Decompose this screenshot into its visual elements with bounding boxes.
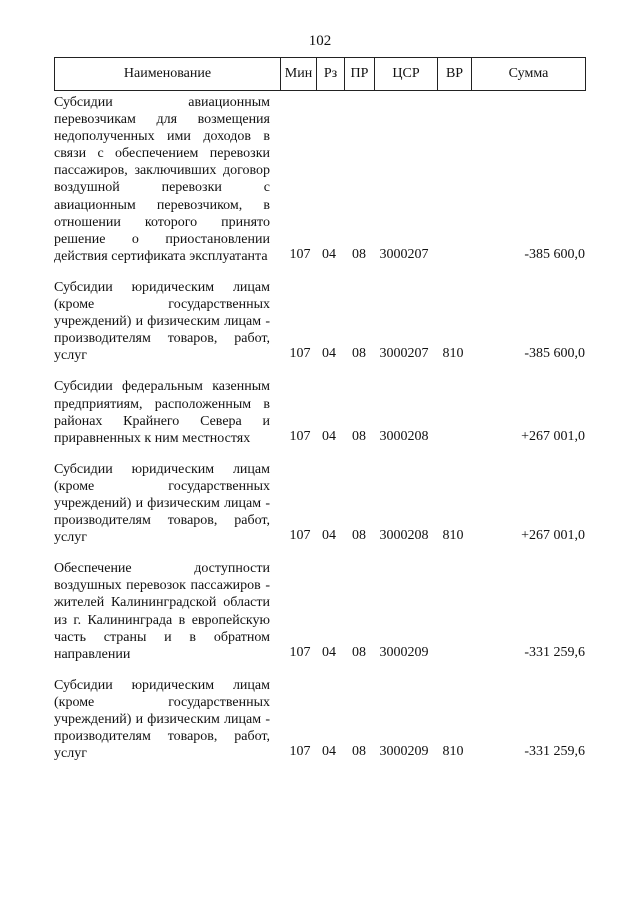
- row-sum: -331 259,6: [524, 644, 585, 660]
- row-min: 107: [289, 246, 311, 262]
- row-pr: 08: [352, 428, 366, 444]
- row-csr: 3000209: [379, 744, 429, 760]
- row-sum: -331 259,6: [524, 744, 585, 760]
- row-name: Субсидии юридическим лицам (кроме государственных учреждений) и физическим лицам - производителям товаров, работ, услуг: [54, 279, 270, 364]
- row-name: Обеспечение доступности воздушных перевозок пассажиров - жителей Калининградской области из г. Калининграда в европейскую часть страны и в обратном направлении: [54, 561, 270, 662]
- row-min: 107: [289, 528, 311, 544]
- row-rz: 04: [322, 644, 336, 660]
- row-rz: 04: [322, 246, 336, 262]
- header-sum: Сумма: [472, 58, 586, 91]
- row-csr: 3000209: [379, 644, 429, 660]
- row-sum: +267 001,0: [521, 528, 585, 544]
- row-min: 107: [289, 428, 311, 444]
- table-row: [54, 279, 585, 364]
- row-rz: 04: [322, 744, 336, 760]
- row-pr: 08: [352, 644, 366, 660]
- row-min: 107: [289, 644, 311, 660]
- row-min: 107: [289, 346, 311, 362]
- header-rz: Рз: [317, 58, 345, 91]
- row-name: Субсидии федеральным казенным предприятиям, расположенным в районах Крайнего Севера и приравненных к ним местностях: [54, 379, 270, 446]
- row-name: Субсидии юридическим лицам (кроме государственных учреждений) и физическим лицам - производителям товаров, работ, услуг: [54, 677, 270, 762]
- row-pr: 08: [352, 528, 366, 544]
- row-pr: 08: [352, 744, 366, 760]
- row-name: Субсидии юридическим лицам (кроме государственных учреждений) и физическим лицам - производителям товаров, работ, услуг: [54, 461, 270, 546]
- row-vr: 810: [442, 528, 464, 544]
- row-pr: 08: [352, 346, 366, 362]
- row-sum: -385 600,0: [524, 246, 585, 262]
- header-csr: ЦСР: [375, 58, 438, 91]
- row-vr: 810: [442, 744, 464, 760]
- row-csr: 3000208: [379, 428, 429, 444]
- row-csr: 3000208: [379, 528, 429, 544]
- table-row: [54, 94, 585, 265]
- row-rz: 04: [322, 428, 336, 444]
- table-row: [54, 560, 585, 663]
- row-csr: 3000207: [379, 346, 429, 362]
- header-vr: ВР: [438, 58, 472, 91]
- row-pr: 08: [352, 246, 366, 262]
- header-name: Наименование: [55, 58, 281, 91]
- header-pr: ПР: [345, 58, 375, 91]
- row-rz: 04: [322, 346, 336, 362]
- row-sum: +267 001,0: [521, 428, 585, 444]
- row-csr: 3000207: [379, 246, 429, 262]
- row-sum: -385 600,0: [524, 346, 585, 362]
- table-row: [54, 378, 585, 446]
- page-number: 102: [308, 33, 332, 49]
- header-min: Мин: [281, 58, 317, 91]
- row-name: Субсидии авиационным перевозчикам для возмещения недополученных ими доходов в связи с обеспечением перевозки пассажиров, заключивших договор воздушной перевозки с авиационным перевозчиком, в отношении которого принято решение о приостановлении действия сертификата эксплуатанта: [54, 95, 270, 264]
- row-vr: 810: [442, 346, 464, 362]
- row-rz: 04: [322, 528, 336, 544]
- row-min: 107: [289, 744, 311, 760]
- table-header: [54, 57, 586, 91]
- table-body: [54, 94, 585, 776]
- table-row: [54, 677, 585, 762]
- table-row: [54, 461, 585, 546]
